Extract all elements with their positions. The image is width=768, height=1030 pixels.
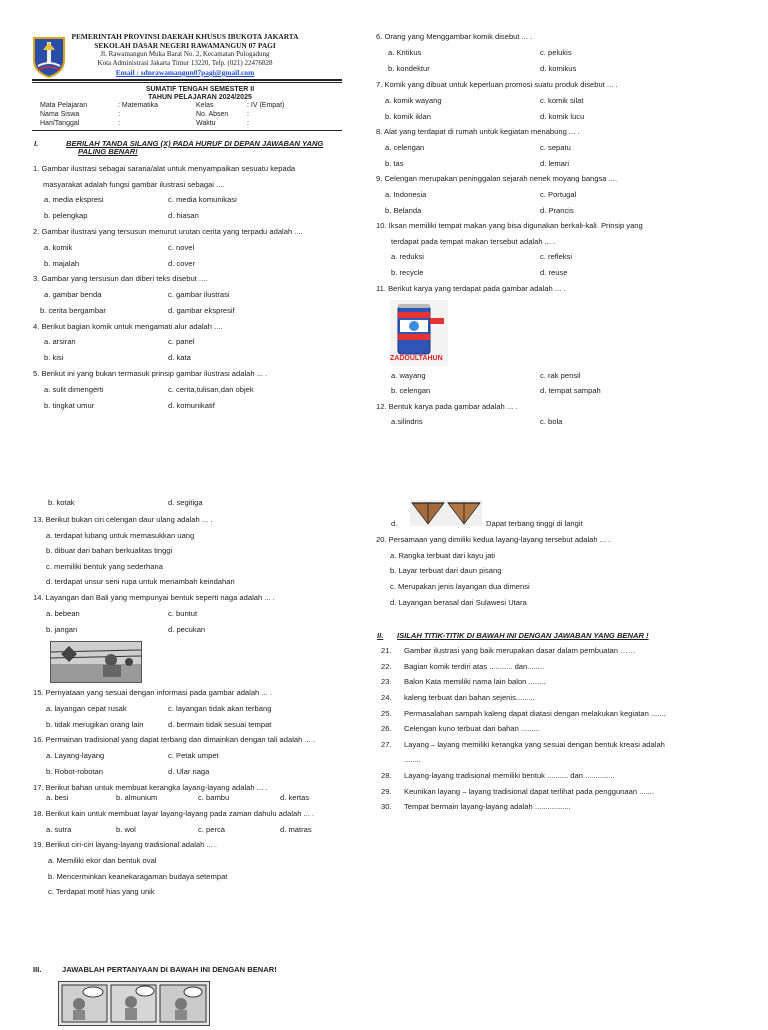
info-divider	[32, 130, 342, 131]
q18-option-c[interactable]: c. perca	[198, 825, 226, 834]
q2-option-b[interactable]: b. majalah	[44, 259, 80, 268]
q19-option-c[interactable]: c. Terdapat motif hias yang unik	[48, 887, 155, 896]
q13-option-a[interactable]: a. terdapat lubang untuk memasukkan uang	[46, 531, 195, 540]
q20-option-a[interactable]: a. Rangka terbuat dari kayu jati	[390, 551, 496, 560]
header-divider-thin	[32, 82, 342, 83]
q8-option-a[interactable]: a. celengan	[385, 143, 425, 152]
q2-option-a[interactable]: a. komik	[44, 243, 73, 252]
q14-text: 14. Layangan dari Bali yang mempunyai bentuk seperti naga adalah ... .	[33, 593, 275, 602]
q1-option-c[interactable]: c. media komunikasi	[168, 195, 237, 204]
essay-question[interactable]: Layang – layang memiliki kerangka yang sesuai dengan bentuk kreasi adalah	[404, 740, 665, 749]
q17-option-d[interactable]: d. kertas	[280, 793, 310, 802]
section-2-number: II.	[377, 631, 384, 640]
essay-question[interactable]: kaleng terbuat dari bahan sejenis.........	[404, 693, 535, 702]
q18-option-b[interactable]: b. wol	[116, 825, 136, 834]
q9-option-d[interactable]: d. Prancis	[540, 206, 574, 215]
essay-number: 28.	[381, 771, 392, 780]
q17-option-c[interactable]: c. bambu	[198, 793, 230, 802]
q10-text-2: terdapat pada tempat makan tersebut adalah ... .	[391, 237, 556, 246]
q6-option-c[interactable]: c. pelukis	[540, 48, 572, 57]
essay-question[interactable]: Gambar ilustrasi yang baik merupakan dasar dalam pembuatan ……	[404, 646, 636, 655]
q11-image-text: ZADOULTAHUN	[390, 355, 443, 362]
q5-option-a[interactable]: a. sulit dimengerti	[44, 385, 104, 394]
q6-option-a[interactable]: a. Kritikus	[388, 48, 422, 57]
q8-option-c[interactable]: c. sepatu	[540, 143, 571, 152]
essay-number: 22.	[381, 662, 392, 671]
q18-text: 18. Berikut kain untuk membuat layar layang-layang pada zaman dahulu adalah ... .	[33, 809, 315, 818]
essay-number: 21.	[381, 646, 392, 655]
q17-text: 17. Berikut bahan untuk membuat kerangka layang-layang adalah ... .	[33, 783, 268, 792]
essay-question[interactable]: Permasalahan sampah kaleng dapat diatasi dengan melakukan kegiatan .......	[404, 709, 666, 718]
essay-question-continued[interactable]: ........	[404, 755, 421, 764]
q4-option-d[interactable]: d. kata	[168, 353, 191, 362]
q15-option-d[interactable]: d. bermain tidak sesuai tempat	[168, 720, 272, 729]
q9-option-c[interactable]: c. Portugal	[540, 190, 577, 199]
q6-text: 6. Orang yang Menggambar komik disebut ... .	[376, 32, 533, 41]
q4-option-b[interactable]: b. kisi	[44, 353, 64, 362]
essay-question[interactable]: Layang-layang tradisional memiliki bentuk .......... dan ..............	[404, 771, 615, 780]
q20-option-c[interactable]: c. Merupakan jenis layangan dua dimensi	[390, 582, 530, 591]
q10-option-c[interactable]: c. refleksi	[540, 252, 573, 261]
section-3-instruction: JAWABLAH PERTANYAAN DI BAWAH INI DENGAN BENAR!	[62, 965, 277, 974]
mapel-label: Mata Pelajaran	[40, 102, 88, 109]
nama-label: Nama Siswa	[40, 111, 80, 118]
q6-option-d[interactable]: d. komikus	[540, 64, 577, 73]
q3-option-a[interactable]: a. gambar benda	[44, 290, 102, 299]
q4-option-a[interactable]: a. arsiran	[44, 337, 76, 346]
q8-option-d[interactable]: d. lemari	[540, 159, 570, 168]
q20-text: 20. Persamaan yang dimiliki kedua layang-layang tersebut adalah ... .	[376, 535, 611, 544]
q15-option-a[interactable]: a. layangan cepat rusak	[46, 704, 127, 713]
q19-option-d[interactable]: d.	[391, 519, 398, 528]
header-email[interactable]: Email : sdnrawamangun07pagi@gmail.com	[115, 68, 255, 77]
q2-option-c[interactable]: c. novel	[168, 243, 195, 252]
q20-option-d[interactable]: d. Layangan berasal dari Sulawesi Utara	[390, 598, 527, 607]
q17-option-b[interactable]: b. almunium	[116, 793, 158, 802]
essay-number: 27.	[381, 740, 392, 749]
q2-option-d[interactable]: d. cover	[168, 259, 196, 268]
essay-number: 26.	[381, 724, 392, 733]
essay-number: 29.	[381, 787, 392, 796]
q10-option-d[interactable]: d. reuse	[540, 268, 568, 277]
q19-option-d-text: Dapat terbang tinggi di langit	[486, 519, 583, 528]
q12-option-a[interactable]: a.silindris	[391, 417, 423, 426]
q3-option-b[interactable]: b. cerita bergambar	[40, 306, 106, 315]
q11-option-a[interactable]: a. wayang	[391, 371, 426, 380]
q13-text: 13. Berikut bukan ciri celengan daur ulang adalah ... .	[33, 515, 213, 524]
q2-text: 2. Gambar ilustrasi yang tersusun menurut urutan cerita yang terpadu adalah ....	[33, 227, 303, 236]
q15-option-b[interactable]: b. tidak merugikan orang lain	[46, 720, 144, 729]
q7-option-b[interactable]: b. komik iklan	[385, 112, 432, 121]
q9-option-a[interactable]: a. Indonesia	[385, 190, 427, 199]
q1-text-2: masyarakat adalah fungsi gambar ilustrasi sebagai ....	[43, 180, 225, 189]
q10-option-a[interactable]: a. reduksi	[391, 252, 424, 261]
essay-question[interactable]: Balon Kata memiliki nama lain balon ........	[404, 677, 546, 686]
essay-question[interactable]: Celengan kuno terbuat dari bahan .........	[404, 724, 540, 733]
kelas-label: Kelas	[196, 102, 214, 109]
header-line-1: PEMERINTAH PROVINSI DAERAH KHUSUS IBUKOTA JAKARTA	[71, 32, 299, 41]
q8-text: 8. Alat yang terdapat di rumah untuk kegiatan menabung ... .	[376, 127, 580, 136]
q12-option-c[interactable]: c. bola	[540, 417, 563, 426]
section-3-number: III.	[33, 965, 42, 974]
q5-option-d[interactable]: d. komunikatif	[168, 401, 215, 410]
q14-option-a[interactable]: a. bebean	[46, 609, 80, 618]
q12-option-d[interactable]: d. segitiga	[168, 498, 203, 507]
essay-question[interactable]: Keunikan layang – layang tradisional dapat terlihat pada penggunaan .......	[404, 787, 654, 796]
section-1-number: I.	[34, 139, 39, 148]
section-1-instruction: BERILAH TANDA SILANG (X) PADA HURUF DI DEPAN JAWABAN YANG	[66, 139, 324, 148]
header-line-3: Jl. Rawamangun Muka Barat No. 2, Kecamatan Pulogadung	[100, 50, 270, 58]
q16-option-d[interactable]: d. Ular naga	[168, 767, 210, 776]
header-line-4: Kota Administrasi Jakarta Timur 13220, Telp. (021) 22476828	[97, 59, 273, 67]
q10-option-b[interactable]: b. recycle	[391, 268, 424, 277]
essay-number: 23.	[381, 677, 392, 686]
q12-option-b[interactable]: b. kotak	[48, 498, 75, 507]
waktu-label: Waktu	[196, 120, 216, 127]
q15-option-c[interactable]: c. layangan tidak akan terbang	[168, 704, 272, 713]
q15-text: 15. Pernyataan yang sesuai dengan informasi pada gambar adalah ... .	[33, 688, 272, 697]
hari-value[interactable]: :	[118, 120, 120, 127]
q13-option-c[interactable]: c. memiliki bentuk yang sederhana	[46, 562, 163, 571]
section-2-instruction: ISILAH TITIK-TITIK DI BAWAH INI DENGAN JAWABAN YANG BENAR !	[397, 631, 649, 640]
q11-option-b[interactable]: b. celengan	[391, 386, 431, 395]
absen-label: No. Absen	[196, 111, 229, 118]
essay-question[interactable]: Tempat bermain layang-layang adalah .................	[404, 802, 571, 811]
q14-option-d[interactable]: d. pecukan	[168, 625, 206, 634]
q16-option-b[interactable]: b. Robot-robotan	[46, 767, 103, 776]
q9-text: 9. Celengan merupakan peninggalan sejarah nenek moyang bangsa ....	[376, 174, 618, 183]
q13-option-b[interactable]: b. dibuat dari bahan berkualitas tinggi	[46, 546, 173, 555]
q5-option-b[interactable]: b. tingkat umur	[44, 401, 95, 410]
q7-option-a[interactable]: a. komik wayang	[385, 96, 442, 105]
q1-option-b[interactable]: b. pelengkap	[44, 211, 88, 220]
exam-title: SUMATIF TENGAH SEMESTER II	[145, 86, 255, 93]
mapel-value: : Matematika	[118, 102, 159, 109]
q19-option-a[interactable]: a. Memiliki ekor dan bentuk oval	[48, 856, 157, 865]
q11-option-c[interactable]: c. rak pensil	[540, 371, 581, 380]
q14-option-c[interactable]: c. buntut	[168, 609, 198, 618]
hari-label: Hari/Tanggal	[40, 120, 80, 127]
q4-option-c[interactable]: c. panel	[168, 337, 195, 346]
exam-year: TAHUN PELAJARAN 2024/2025	[148, 94, 252, 101]
q3-text: 3. Gambar yang tersusun dan diberi teks disebut ....	[33, 274, 208, 283]
essay-number: 24.	[381, 693, 392, 702]
header-divider	[32, 79, 342, 81]
q16-text: 16. Permainan tradisional yang dapat terbang dan dimainkan dengan tali adalah ... .	[33, 735, 316, 744]
q14-option-b[interactable]: b. jangan	[46, 625, 78, 634]
section-1-instruction-2: PALING BENAR!	[78, 147, 138, 156]
q19-option-b[interactable]: b. Mencerminkan keanekaragaman budaya setempat	[48, 872, 228, 881]
kites-photo	[410, 500, 482, 526]
q1-text: 1. Gambar ilustrasi sebagai sarana/alat untuk menyampaikan sesuatu kepada	[33, 164, 296, 173]
kelas-value: : IV (Empat)	[247, 102, 285, 109]
essay-question[interactable]: Bagian komik terdiri atas ........... dan........	[404, 662, 545, 671]
q3-option-d[interactable]: d. gambar ekspresif	[168, 306, 235, 315]
q3-option-c[interactable]: c. gambar ilustrasi	[168, 290, 230, 299]
essay-number: 25.	[381, 709, 392, 718]
q7-text: 7. Komik yang dibuat untuk keperluan promosi suatu produk disebut ... .	[376, 80, 618, 89]
q18-option-d[interactable]: d. matras	[280, 825, 312, 834]
q1-option-a[interactable]: a. media ekspresi	[44, 195, 104, 204]
q12-text: 12. Bentuk karya pada gambar adalah ... .	[376, 402, 518, 411]
q9-option-b[interactable]: b. Belanda	[385, 206, 422, 215]
q11-text: 11. Berikut karya yang terdapat pada gambar adalah ... .	[376, 284, 566, 293]
q7-option-c[interactable]: c. komik silat	[540, 96, 584, 105]
q8-option-b[interactable]: b. tas	[385, 159, 404, 168]
q18-option-a[interactable]: a. sutra	[46, 825, 72, 834]
waktu-value[interactable]: :	[247, 120, 249, 127]
q5-option-c[interactable]: c. cerita,tulisan,dan objek	[168, 385, 254, 394]
nama-value[interactable]: :	[118, 111, 120, 118]
q19-text: 19. Berikut ciri-ciri layang-layang tradisional adalah ... .	[33, 840, 218, 849]
q11-option-d[interactable]: d. tempat sampah	[540, 386, 601, 395]
q1-option-d[interactable]: d. hiasan	[168, 211, 199, 220]
q5-text: 5. Berikut ini yang bukan termasuk prinsip gambar ilustrasi adalah ... .	[33, 369, 268, 378]
q16-option-a[interactable]: a. Layang-layang	[46, 751, 105, 760]
absen-value[interactable]: :	[247, 111, 249, 118]
q17-option-a[interactable]: a. besi	[46, 793, 69, 802]
q10-text: 10. Iksan memiliki tempat makan yang bisa digunakan berkali-kali. Prinsip yang	[376, 221, 643, 230]
q13-option-d[interactable]: d. terdapat unsur seni rupa untuk menambah keindahan	[46, 577, 235, 586]
q16-option-c[interactable]: c. Petak umpet	[168, 751, 219, 760]
header-line-2: SEKOLAH DASAR NEGERI RAWAMANGUN 07 PAGI	[94, 41, 276, 50]
essay-number: 30.	[381, 802, 392, 811]
q4-text: 4. Berikut bagian komik untuk mengamati alur adalah ....	[33, 322, 223, 331]
q7-option-d[interactable]: d. komik lucu	[540, 112, 585, 121]
q6-option-b[interactable]: b. kondektur	[388, 64, 430, 73]
kite-power-line-photo	[50, 641, 142, 683]
comic-strip-image	[58, 981, 210, 1026]
q20-option-b[interactable]: b. Layar terbuat dari daun pisang	[390, 566, 502, 575]
